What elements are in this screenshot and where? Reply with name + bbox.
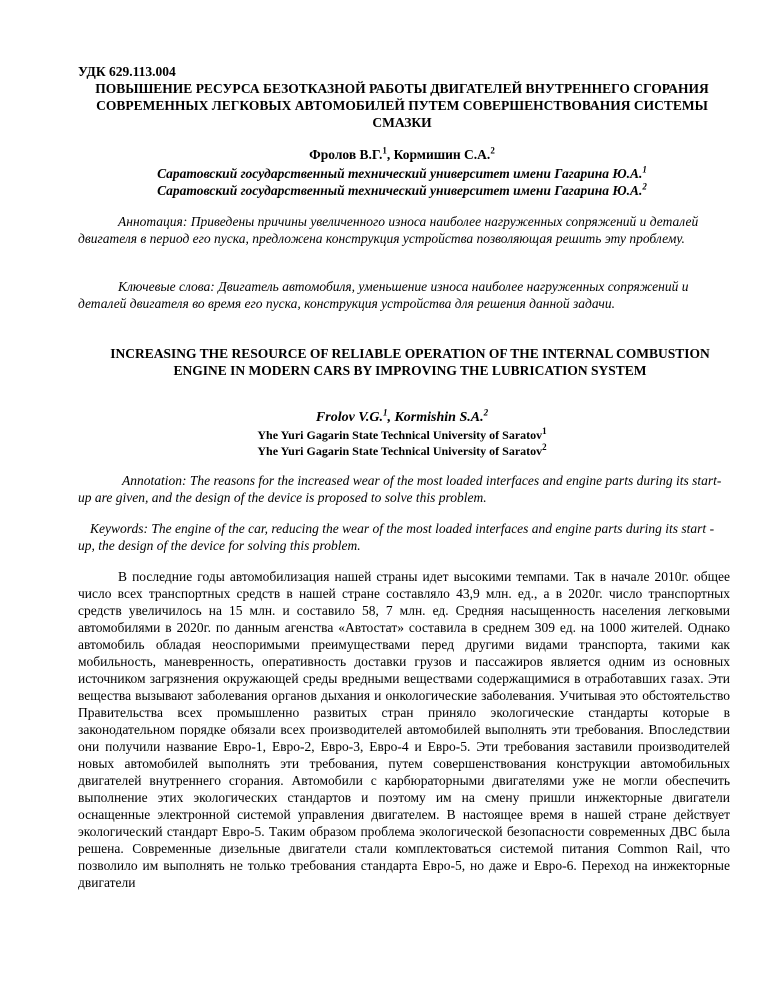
affiliation-en-2-text: Yhe Yuri Gagarin State Technical University of Saratov: [257, 444, 543, 458]
author-2-ru-sup: 2: [490, 145, 495, 156]
affiliation-ru-1-text: Саратовский государственный технический университет имени Гагарина Ю.А.: [157, 166, 643, 181]
keywords-en: Keywords: The engine of the car, reducing the wear of the most loaded interfaces and engine parts during its start - up, the design of the device for solving this problem.: [78, 521, 715, 553]
affiliation-ru-2-text: Саратовский государственный технический университет имени Гагарина Ю.А.: [157, 183, 643, 198]
keywords-ru: Ключевые слова: Двигатель автомобиля, уменьшение износа наиболее нагруженных сопряжений и деталей двигателя во время его пуска, конструкция устройства для решения данной задачи.: [78, 279, 689, 311]
author-1-en: Frolov V.G.: [315, 410, 383, 425]
affiliation-ru-1: [78, 166, 726, 182]
affiliation-ru-2: [78, 183, 726, 199]
authors-en: [78, 407, 726, 426]
author-1-ru-sup: 1: [382, 145, 387, 156]
author-separator-ru: ,: [386, 147, 394, 162]
author-1-ru: Фролов В.Г.: [309, 147, 383, 162]
author-2-ru: Кормишин С.А.: [393, 147, 491, 162]
author-2-en-sup: 2: [483, 407, 489, 418]
title-en: INCREASING THE RESOURCE OF RELIABLE OPERATION OF THE INTERNAL COMBUSTION ENGINE IN MODERN CARS BY IMPROVING THE LUBRICATION SYSTEM: [110, 346, 710, 378]
affiliation-en-1-sup: 1: [542, 426, 547, 436]
affiliation-en-2-sup: 2: [542, 442, 547, 452]
authors-ru: [78, 147, 726, 163]
affiliation-en-2: [78, 444, 726, 459]
body-paragraph: В последние годы автомобилизация нашей страны идет высокими темпами. Так в начале 2010г. общее число всех транспортных средств в нашей стране составляло 43,9 млн. ед., а в 2020г. число транспортных средств увеличилось на 15 млн. и составило 58, 7 млн. ед. Средняя насыщенность населения легковыми автомобилями в 2020г. по данным агенства «Автостат» составила в среднем 309 ед. на 1000 жителей. Однако автомобиль обладая неоспоримыми преимуществами перед другими видами транспорта, такими как мобильность, маневренность, оперативность доставки грузов и пассажиров является одним из основных источником загрязнения окружающей среды вредными веществами содержащимися в отработавших газах. Эти вещества вызывают заболевания органов дыхания и онкологические заболевания. Учитывая это обстоятельство Правительства всех промышленно развитых стран приняло экологические стандарты которые в законодательном порядке обязали всех производителей автомобилей выполнять эти требования. Впоследствии они получили название Евро-1, Евро-2, Евро-3, Евро-4 и Евро-5. Эти требования заставили производителей новых автомобилей выполнять эти требования, путем совершенствования конструкции автомобильных двигателей внутреннего сгорания. Автомобили с карбюраторными двигателями уже не могли обеспечить выполнение этих экологических стандартов и поэтому им на смену пришли инжекторные двигатели оснащенные электронной системой управления двигателем. В настоящее время в нашей стране действует экологический стандарт Евро-5. Таким образом проблема экологической безопасности современных ДВС была решена. Современные дизельные двигатели стали комплектоваться системой питания Common Rail, что позволило им выполнять не только требования стандарта Евро-5, но даже и Евро-6. Переход на инжекторные двигатели: [78, 569, 730, 890]
affiliation-en-1-text: Yhe Yuri Gagarin State Technical University of Saratov: [257, 428, 543, 442]
author-2-en: Kormishin S.A.: [394, 410, 484, 425]
affiliation-ru-2-sup: 2: [642, 181, 647, 192]
annotation-en: Annotation: The reasons for the increased wear of the most loaded interfaces and engine parts during its start-up are given, and the design of the device is proposed to solve this problem.: [78, 473, 722, 505]
affiliation-ru-1-sup: 1: [642, 164, 647, 175]
author-separator-en: ,: [387, 410, 395, 425]
udc-code: УДК 629.113.004: [78, 64, 176, 79]
affiliation-en-1: [78, 428, 726, 443]
author-1-en-sup: 1: [382, 407, 388, 418]
annotation-ru: Аннотация: Приведены причины увеличенного износа наиболее нагруженных сопряжений и деталей двигателя в период его пуска, предложена конструкция устройства позволяющая решить эту проблему.: [78, 214, 699, 246]
title-ru: ПОВЫШЕНИЕ РЕСУРСА БЕЗОТКАЗНОЙ РАБОТЫ ДВИГАТЕЛЕЙ ВНУТРЕННЕГО СГОРАНИЯ СОВРЕМЕННЫХ ЛЕГКОВЫХ АВТОМОБИЛЕЙ ПУТЕМ СОВЕРШЕНСТВОВАНИЯ СИСТЕМЫ СМАЗКИ: [95, 81, 709, 130]
